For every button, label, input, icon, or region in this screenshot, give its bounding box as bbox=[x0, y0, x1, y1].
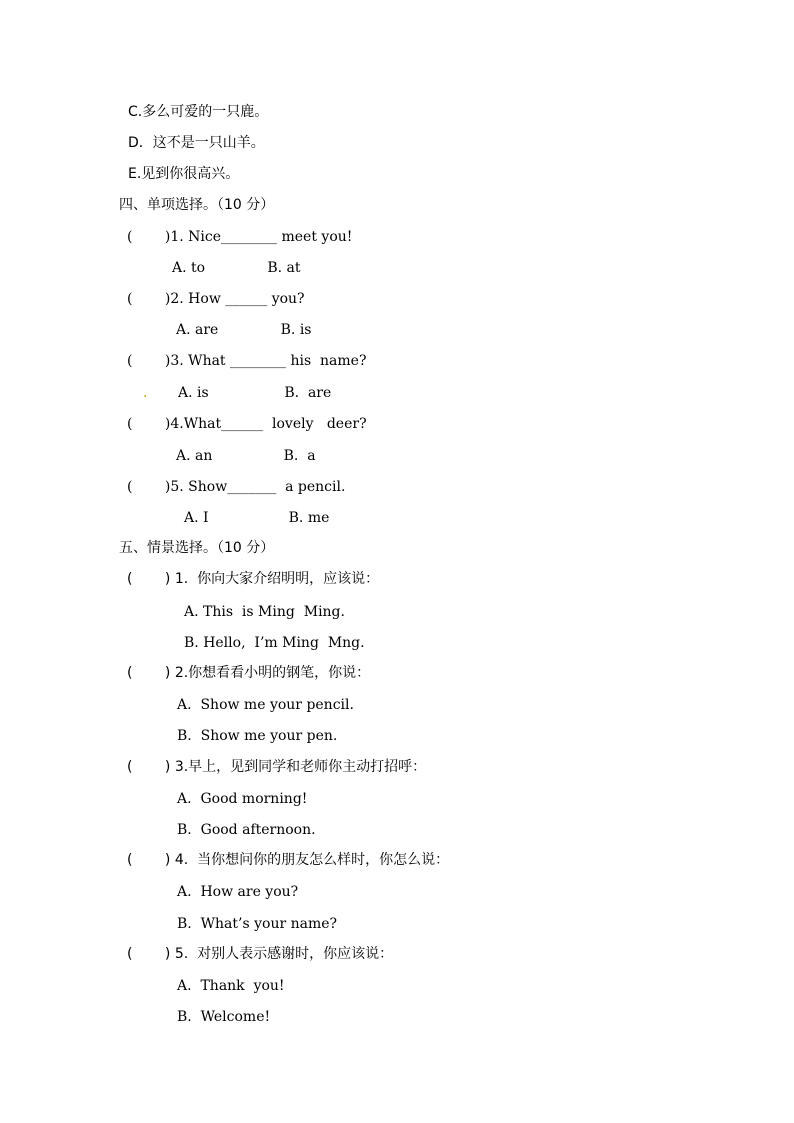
s5-question-4-option-a: A. How are you? bbox=[177, 884, 299, 900]
s4-question-3-options: A. is B. are bbox=[178, 385, 332, 401]
s4-question-4-options: A. an B. a bbox=[176, 448, 316, 464]
s5-question-3: ( ) 3.早上，见到同学和老师你主动打招呼： bbox=[127, 759, 427, 775]
s5-question-4: ( ) 4. 当你想问你的朋友怎么样时，你怎么说： bbox=[127, 852, 450, 868]
section-5-title: 五、情景选择。（10 分） bbox=[119, 540, 275, 556]
s5-question-2-option-a: A. Show me your pencil. bbox=[177, 697, 354, 713]
s4-question-2-options: A. are B. is bbox=[176, 322, 312, 338]
answer-option-c: C.多么可爱的一只鹿。 bbox=[128, 104, 269, 120]
s5-question-3-option-a: A. Good morning! bbox=[177, 791, 308, 807]
s4-question-5: ( )5. Show_______ a pencil. bbox=[127, 479, 346, 495]
s4-question-5-options: A. I B. me bbox=[184, 510, 330, 526]
s5-question-1-option-b: B. Hello, I’m Ming Mng. bbox=[184, 635, 365, 651]
s4-question-4: ( )4.What______ lovely deer? bbox=[127, 416, 367, 432]
s5-question-5: ( ) 5. 对别人表示感谢时，你应该说： bbox=[127, 946, 394, 962]
s4-question-3: ( )3. What ________ his name? bbox=[127, 353, 367, 369]
section-4-title: 四、单项选择。（10 分） bbox=[119, 197, 275, 213]
s5-question-1: ( ) 1. 你向大家介绍明明，应该说： bbox=[127, 571, 380, 587]
s4-question-2: ( )2. How ______ you? bbox=[127, 291, 305, 307]
s5-question-3-option-b: B. Good afternoon. bbox=[177, 822, 316, 838]
s5-question-1-option-a: A. This is Ming Ming. bbox=[184, 604, 345, 620]
answer-option-d: D．这不是一只山羊。 bbox=[128, 135, 265, 151]
s5-question-5-option-b: B. Welcome! bbox=[177, 1009, 271, 1025]
s5-question-4-option-b: B. What’s your name? bbox=[177, 916, 338, 932]
s4-question-1-options: A. to B. at bbox=[172, 260, 301, 276]
s5-question-5-option-a: A. Thank you! bbox=[177, 978, 285, 994]
stray-mark: . bbox=[143, 385, 148, 401]
answer-option-e: E.见到你很高兴。 bbox=[128, 166, 240, 182]
s4-question-1: ( )1. Nice________ meet you! bbox=[127, 229, 353, 245]
s5-question-2-option-b: B. Show me your pen. bbox=[177, 728, 338, 744]
s5-question-2: ( ) 2.你想看看小明的钢笔，你说： bbox=[127, 665, 371, 681]
